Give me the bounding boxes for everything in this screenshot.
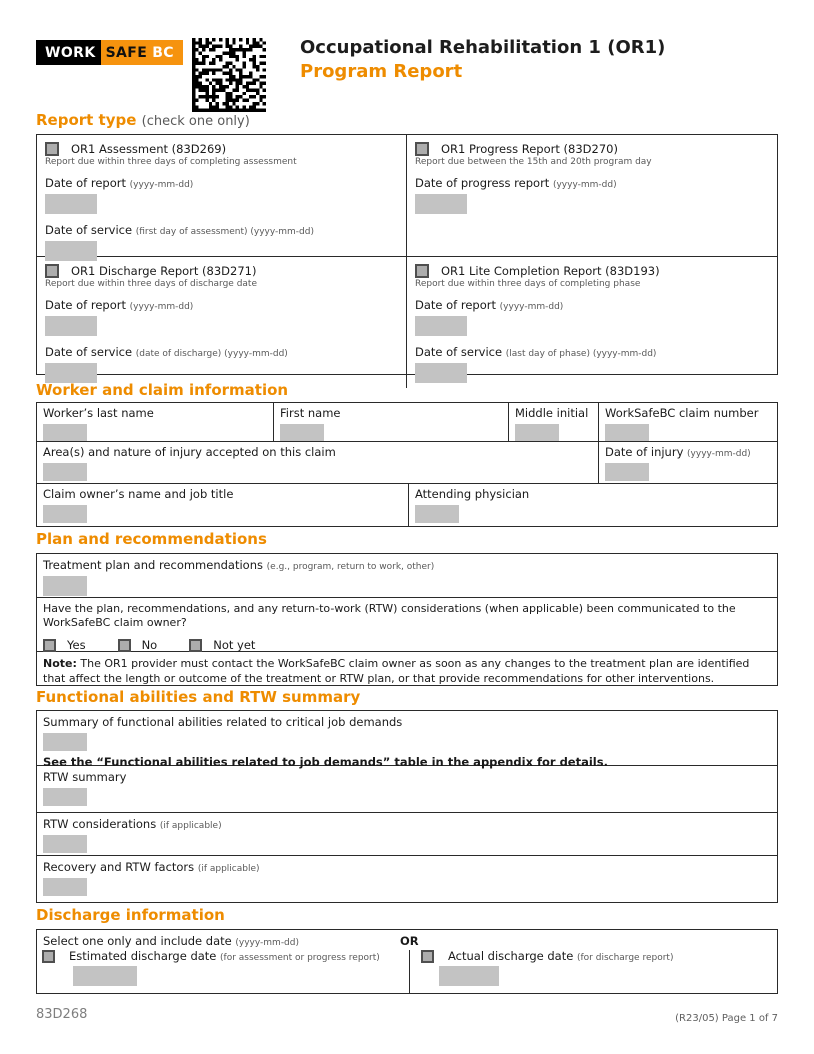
assessment-date-of-report-input[interactable] xyxy=(45,194,97,214)
discharge-date-of-service-input[interactable] xyxy=(45,363,97,383)
functional-heading-text: Functional abilities and RTW summary xyxy=(36,688,361,706)
communication-question: Have the plan, recommendations, and any return-to-work (RTW) considerations (when applicable) been communicated to the WorkSafeBC claim owner? xyxy=(43,602,736,629)
discharge-date-of-service-hint: (date of discharge) (yyyy-mm-dd) xyxy=(135,349,288,359)
plan-box xyxy=(36,553,778,686)
claim-number-label: WorkSafeBC claim number xyxy=(605,406,759,420)
or-label: OR xyxy=(400,934,419,948)
date-of-injury-cell xyxy=(599,442,777,483)
estimated-discharge-checkbox[interactable] xyxy=(42,950,55,963)
lite-date-of-report-hint: (yyyy-mm-dd) xyxy=(499,302,564,312)
yes-label: Yes xyxy=(67,638,86,652)
date-of-injury-label: Date of injury xyxy=(605,445,684,459)
or1-assessment-label: OR1 Assessment (83D269) xyxy=(71,142,227,156)
first-name-input[interactable] xyxy=(280,424,324,441)
lite-date-of-service-hint: (last day of phase) (yyyy-mm-dd) xyxy=(505,349,657,359)
first-name-label: First name xyxy=(280,406,341,420)
yes-checkbox[interactable] xyxy=(43,639,56,652)
estimated-discharge-date-input[interactable] xyxy=(73,966,137,986)
or1-progress-due-note: Report due between the 15th and 20th program day xyxy=(415,157,652,167)
date-of-injury-input[interactable] xyxy=(605,463,649,481)
or1-lite-due-note: Report due within three days of completing phase xyxy=(415,279,641,289)
discharge-divider xyxy=(409,950,410,993)
discharge-date-of-service-label: Date of service xyxy=(45,345,133,359)
rtw-summary-label: RTW summary xyxy=(43,770,127,784)
not-yet-label: Not yet xyxy=(213,638,256,652)
quadrant-or1-assessment xyxy=(37,135,407,257)
treatment-plan-label: Treatment plan and recommendations xyxy=(43,558,263,572)
rtw-considerations-input[interactable] xyxy=(43,835,87,853)
note-row xyxy=(37,652,777,690)
middle-initial-cell xyxy=(509,403,599,441)
treatment-plan-hint: (e.g., program, return to work, other) xyxy=(266,562,435,572)
physician-input[interactable] xyxy=(415,505,459,523)
form-subtitle: Program Report xyxy=(300,61,463,82)
functional-summary-label: Summary of functional abilities related to critical job demands xyxy=(43,715,403,729)
or1-progress-label: OR1 Progress Report (83D270) xyxy=(441,142,618,156)
lite-date-of-report-input[interactable] xyxy=(415,316,467,336)
appendix-note: See the “Functional abilities related to job demands” table in the appendix for details. xyxy=(43,755,608,769)
or1-lite-label: OR1 Lite Completion Report (83D193) xyxy=(441,264,660,278)
discharge-box xyxy=(36,929,778,994)
estimated-discharge-hint: (for assessment or progress report) xyxy=(220,953,380,963)
actual-discharge-checkbox[interactable] xyxy=(421,950,434,963)
note-text: The OR1 provider must contact the WorkSafeBC claim owner as soon as any changes to the treatment plan are identified that affect the length or outcome of the treatment or RTW plan, or that provide recommendations for other interventions. xyxy=(43,657,750,685)
date-of-progress-report-label: Date of progress report xyxy=(415,176,550,190)
injury-label: Area(s) and nature of injury accepted on this claim xyxy=(43,445,336,459)
or1-assessment-due-note: Report due within three days of completing assessment xyxy=(45,157,297,167)
functional-summary-row xyxy=(37,711,777,769)
logo-work-text: WORK xyxy=(45,44,96,61)
recovery-factors-input[interactable] xyxy=(43,878,87,896)
claim-owner-cell xyxy=(37,484,409,526)
rtw-summary-input[interactable] xyxy=(43,788,87,806)
section-heading-report-type xyxy=(36,111,250,129)
revision-page-info: (R23/05) Page 1 of 7 xyxy=(675,1013,778,1024)
date-of-progress-report-hint: (yyyy-mm-dd) xyxy=(552,180,617,190)
recovery-factors-label: Recovery and RTW factors xyxy=(43,860,195,874)
discharge-date-of-report-hint: (yyyy-mm-dd) xyxy=(129,302,194,312)
first-name-cell xyxy=(274,403,509,441)
injury-input[interactable] xyxy=(43,463,87,481)
estimated-discharge-row xyxy=(42,949,380,963)
actual-discharge-label: Actual discharge date xyxy=(448,949,574,963)
or1-discharge-label: OR1 Discharge Report (83D271) xyxy=(71,264,257,278)
rtw-summary-row xyxy=(37,766,777,813)
no-checkbox[interactable] xyxy=(118,639,131,652)
logo-bc-text: BC xyxy=(152,44,174,61)
estimated-discharge-label: Estimated discharge date xyxy=(69,949,217,963)
section-heading-discharge xyxy=(36,906,225,924)
functional-summary-input[interactable] xyxy=(43,733,87,751)
communication-question-row xyxy=(37,598,777,652)
lite-date-of-service-label: Date of service xyxy=(415,345,503,359)
recovery-factors-hint: (if applicable) xyxy=(197,864,260,874)
injury-cell xyxy=(37,442,599,483)
actual-discharge-row xyxy=(421,949,673,963)
rtw-considerations-row xyxy=(37,813,777,856)
treatment-plan-row xyxy=(37,554,777,598)
or1-progress-checkbox[interactable] xyxy=(415,142,429,156)
datamatrix-barcode-icon xyxy=(192,38,266,112)
worker-info-table xyxy=(36,402,778,527)
rtw-considerations-hint: (if applicable) xyxy=(159,821,222,831)
discharge-date-of-report-label: Date of report xyxy=(45,298,127,312)
or1-discharge-due-note: Report due within three days of discharge date xyxy=(45,279,257,289)
date-of-report-label: Date of report xyxy=(45,176,127,190)
or1-assessment-checkbox[interactable] xyxy=(45,142,59,156)
date-of-report-hint: (yyyy-mm-dd) xyxy=(129,180,194,190)
actual-discharge-date-input[interactable] xyxy=(439,966,499,986)
note-label: Note: xyxy=(43,657,77,670)
middle-initial-input[interactable] xyxy=(515,424,559,441)
claim-number-cell xyxy=(599,403,777,441)
select-one-hint: (yyyy-mm-dd) xyxy=(235,938,299,948)
treatment-plan-input[interactable] xyxy=(43,576,87,596)
last-name-cell xyxy=(37,403,274,441)
claim-owner-input[interactable] xyxy=(43,505,87,523)
physician-cell xyxy=(409,484,777,526)
last-name-input[interactable] xyxy=(43,424,87,441)
logo-safe-text: SAFE xyxy=(105,44,148,61)
or1-discharge-checkbox[interactable] xyxy=(45,264,59,278)
section-heading-functional xyxy=(36,688,360,706)
physician-label: Attending physician xyxy=(415,487,530,501)
report-type-heading-text: Report type xyxy=(36,111,137,129)
form-title: Occupational Rehabilitation 1 (OR1) xyxy=(300,37,666,58)
worksafebc-logo xyxy=(36,40,183,65)
report-type-box xyxy=(36,134,778,375)
lite-date-of-report-label: Date of report xyxy=(415,298,497,312)
select-one-label: Select one only and include date xyxy=(43,934,232,948)
form-number: 83D268 xyxy=(36,1007,88,1022)
date-of-injury-hint: (yyyy-mm-dd) xyxy=(687,449,751,459)
section-heading-plan xyxy=(36,530,267,548)
section-heading-worker xyxy=(36,381,288,399)
plan-heading-text: Plan and recommendations xyxy=(36,530,267,548)
discharge-date-of-report-input[interactable] xyxy=(45,316,97,336)
last-name-label: Worker’s last name xyxy=(43,406,154,420)
claim-number-input[interactable] xyxy=(605,424,649,441)
worker-heading-text: Worker and claim information xyxy=(36,381,289,399)
progress-date-of-report-input[interactable] xyxy=(415,194,467,214)
claim-owner-label: Claim owner’s name and job title xyxy=(43,487,234,501)
quadrant-or1-lite xyxy=(407,257,777,388)
or1-lite-checkbox[interactable] xyxy=(415,264,429,278)
no-label: No xyxy=(141,638,158,652)
actual-discharge-hint: (for discharge report) xyxy=(576,953,674,963)
functional-box xyxy=(36,710,778,903)
not-yet-checkbox[interactable] xyxy=(189,639,202,652)
recovery-factors-row xyxy=(37,856,777,902)
rtw-considerations-label: RTW considerations xyxy=(43,817,157,831)
report-type-heading-suffix: (check one only) xyxy=(141,114,250,129)
lite-date-of-service-input[interactable] xyxy=(415,363,467,383)
quadrant-or1-progress xyxy=(407,135,777,257)
discharge-heading-text: Discharge information xyxy=(36,906,225,924)
date-of-service-label: Date of service xyxy=(45,223,133,237)
middle-initial-label: Middle initial xyxy=(515,406,589,420)
date-of-service-hint: (first day of assessment) (yyyy-mm-dd) xyxy=(135,227,314,237)
quadrant-or1-discharge xyxy=(37,257,407,388)
